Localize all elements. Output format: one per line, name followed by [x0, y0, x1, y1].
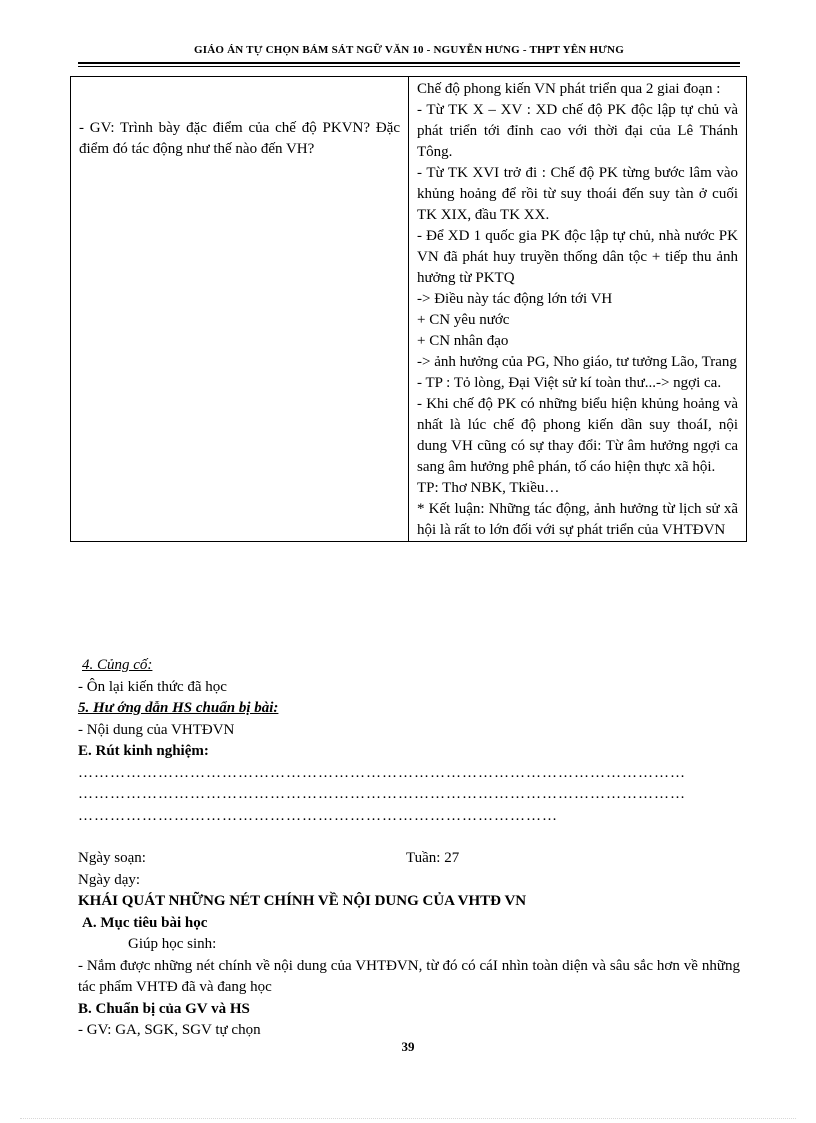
teacher-question: - GV: Trình bày đặc điểm của chế độ PKVN? Đặc điểm đó tác động như thế nào đến VH? [79, 120, 400, 157]
content-line: - Khi chế độ PK có những biểu hiện khủng hoảng và nhất là lúc chế độ phong kiến dần suy thoáI, nội dung VH cũng có sự thay đổi: Từ âm hưởng ngợi ca sang âm hưởng phê phán, tố cáo hiện thực xã hội. [417, 396, 738, 475]
content-line: Chế độ phong kiến VN phát triển qua 2 giai đoạn : [417, 81, 721, 97]
running-header: GIÁO ÁN TỰ CHỌN BÁM SÁT NGỮ VĂN 10 - NGUYỄN HƯNG - THPT YÊN HƯNG [194, 44, 624, 56]
lesson-table [70, 76, 747, 542]
content-line: + CN nhân đạo [417, 333, 509, 349]
meta-row [78, 848, 740, 870]
section-4-title: 4. Củng cố: [82, 657, 153, 673]
dotted-line: ……………………………………………………………………………… [78, 807, 558, 824]
preparation-title: B. Chuẩn bị của GV và HS [78, 1000, 250, 1017]
content-line: -> ảnh hưởng của PG, Nho giáo, tư tưởng Lão, Trang [417, 354, 737, 370]
content-line: + CN yêu nước [417, 312, 510, 328]
preparation-date-label: Ngày soạn: [78, 850, 146, 866]
objectives-intro: Giúp học sinh: [128, 936, 217, 952]
header-rule-thin [78, 66, 740, 67]
page-number: 39 [401, 1039, 415, 1054]
dotted-line: …………………………………………………………………………………………………… [78, 786, 686, 802]
objectives-title: A. Mục tiêu bài học [82, 914, 208, 931]
dotted-line: …………………………………………………………………………………………………… [78, 764, 686, 781]
section-e-title: E. Rút kinh nghiệm: [78, 743, 209, 759]
lesson-title: KHÁI QUÁT NHỮNG NÉT CHÍNH VỀ NỘI DUNG CỦA VHTĐ VN [78, 893, 527, 909]
section-4-item: - Ôn lại kiến thức đã học [78, 678, 227, 695]
teaching-date-label: Ngày dạy: [78, 871, 141, 888]
header-rule-thick [78, 62, 740, 64]
objectives-text: - Nắm được những nét chính về nội dung của VHTĐVN, từ đó có cáI nhìn toàn diện và sâu sắc hơn về những tác phẩm VHTĐ đã và đang học [78, 957, 740, 995]
content-line: - Từ TK XVI trở đi : Chế độ PK từng bước lâm vào khủng hoảng để rồi từ suy thoái đến suy tàn ở cuối TK XIX, đầu TK XX. [417, 165, 738, 223]
content-line: - Để XD 1 quốc gia PK độc lập tự chủ, nhà nước PK VN đã phát huy truyền thống dân tộc + tiếp thu ảnh hưởng từ PKTQ [417, 228, 738, 286]
footer-divider [20, 1118, 796, 1120]
document-body [78, 655, 740, 1042]
preparation-text: - GV: GA, SGK, SGV tự chọn [78, 1022, 261, 1038]
content-cell [409, 77, 747, 542]
content-line: * Kết luận: Những tác động, ảnh hưởng từ lịch sử xã hội là rất to lớn đối với sự phát triển của VHTĐVN [417, 501, 738, 538]
table-row [71, 77, 747, 542]
section-5-item: - Nội dung của VHTĐVN [78, 721, 235, 738]
content-line: - Từ TK X – XV : XD chế độ PK độc lập tự chủ và phát triển tới đỉnh cao với thời đại của Lê Thánh Tông. [417, 102, 738, 160]
section-5-title: 5. Hư ớng dẫn HS chuẩn bị bài: [78, 700, 279, 716]
content-line: TP: Thơ NBK, Tkiều… [417, 480, 560, 496]
content-line: - TP : Tỏ lòng, Đại Việt sử kí toàn thư...-> ngợi ca. [417, 375, 722, 391]
content-line: -> Điều này tác động lớn tới VH [417, 291, 613, 307]
teacher-question-cell [71, 77, 409, 542]
week-label: Tuần: 27 [406, 850, 460, 866]
